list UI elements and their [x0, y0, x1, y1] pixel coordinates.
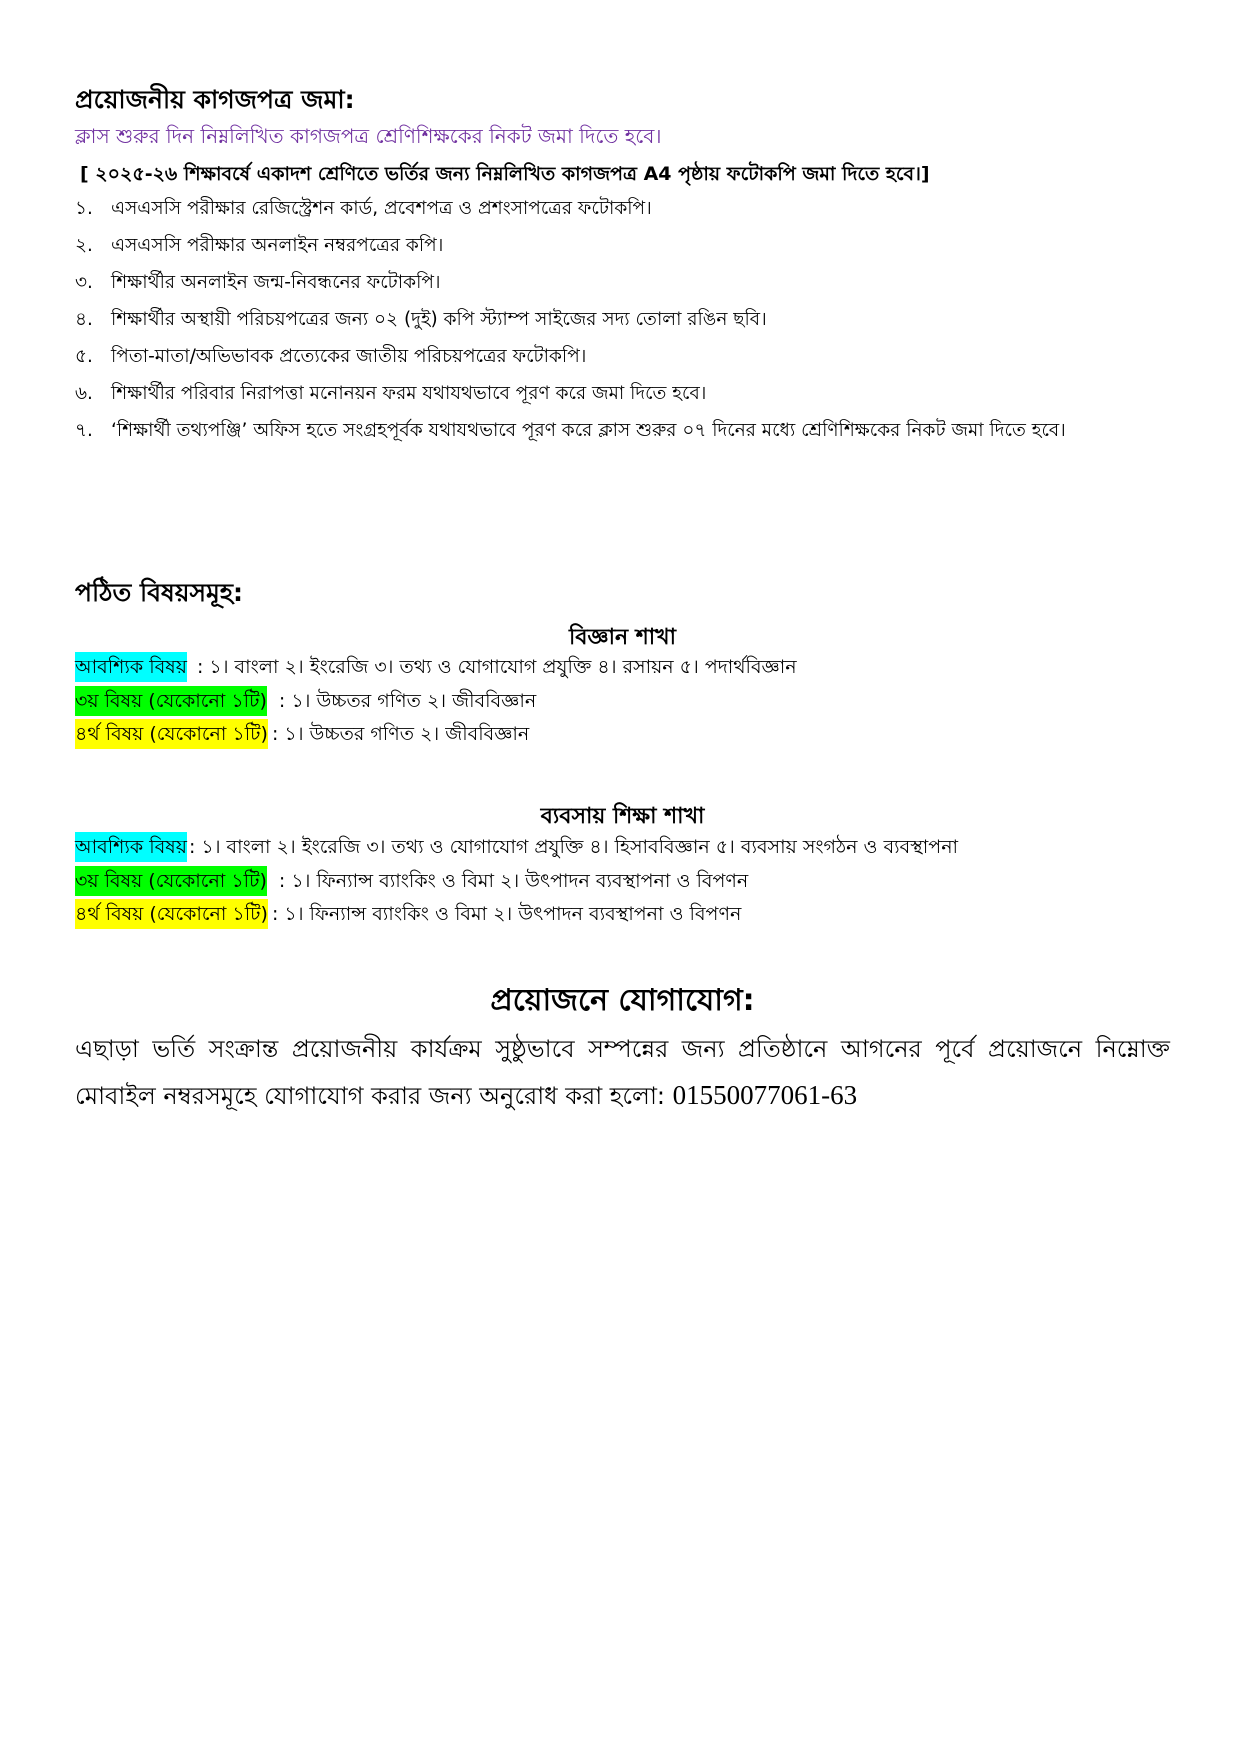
contact-phone: 01550077061-63 — [672, 1080, 858, 1110]
list-item-number: ১. — [75, 198, 93, 219]
list-item — [75, 337, 1170, 377]
third-subject-label: ৩য় বিষয় (যেকোনো ১টি) — [75, 686, 267, 716]
business-branch-title: ব্যবসায় শিক্ষা শাখা — [540, 804, 705, 829]
list-item-text: ‘শিক্ষার্থী তথ্যপঞ্জি’ অফিস হতে সংগ্রহপূর্বক যথাযথভাবে পূরণ করে ক্লাস শুরুর ০৭ দিনের মধ্যে শ্রেণিশিক্ষকের নিকট জমা দিতে হবে। — [111, 420, 1066, 441]
compulsory-subjects: : ১। বাংলা ২। ইংরেজি ৩। তথ্য ও যোগাযোগ প্রযুক্তি ৪। হিসাববিজ্ঞান ৫। ব্যবসায় সংগঠন ও ব্যবস্থাপনা — [188, 836, 959, 858]
list-item-number: ২. — [75, 235, 93, 256]
compulsory-subjects: : ১। বাংলা ২। ইংরেজি ৩। তথ্য ও যোগাযোগ প্রযুক্তি ৪। রসায়ন ৫। পদার্থবিজ্ঞান — [196, 656, 797, 678]
fourth-subject-options: : ১। উচ্চতর গণিত ২। জীববিজ্ঞান — [271, 723, 530, 745]
list-item-number: ৫. — [75, 346, 93, 367]
compulsory-label: আবশ্যিক বিষয় — [75, 652, 187, 682]
list-item-text: শিক্ষার্থীর অনলাইন জন্ম-নিবন্ধনের ফটোকপি। — [111, 272, 441, 293]
list-item-text: এসএসসি পরীক্ষার অনলাইন নম্বরপত্রের কপি। — [111, 235, 444, 256]
documents-heading: প্রয়োজনীয় কাগজপত্র জমা: — [75, 85, 355, 114]
contact-text: এছাড়া ভর্তি সংক্রান্ত প্রয়োজনীয় কার্যক্রম সুষ্ঠুভাবে সম্পন্নের জন্য প্রতিষ্ঠানে আগনের পূর্বে প্রয়োজনে নিম্নোক্ত মোবাইল নম্বরসমূহে যোগাযোগ করার জন্য অনুরোধ করা হলো: — [75, 1035, 1170, 1110]
contact-paragraph — [75, 1026, 1170, 1119]
business-fourth-row — [75, 899, 741, 929]
fourth-subject-options: : ১। ফিন্যান্স ব্যাংকিং ও বিমা ২। উৎপাদন ব্যবস্থাপনা ও বিপণন — [271, 903, 742, 925]
list-item-number: ৩. — [75, 272, 93, 293]
list-item — [75, 300, 1170, 340]
fourth-subject-label: ৪র্থ বিষয় (যেকোনো ১টি) — [75, 719, 268, 749]
science-fourth-row — [75, 719, 529, 749]
list-item — [75, 411, 1170, 451]
third-subject-options: : ১। ফিন্যান্স ব্যাংকিং ও বিমা ২। উৎপাদন ব্যবস্থাপনা ও বিপণন — [278, 870, 749, 892]
science-branch-title: বিজ্ঞান শাখা — [569, 625, 676, 650]
third-subject-options: : ১। উচ্চতর গণিত ২। জীববিজ্ঞান — [278, 690, 537, 712]
list-item-number: ৭. — [75, 420, 93, 441]
list-item-text: এসএসসি পরীক্ষার রেজিস্ট্রেশন কার্ড, প্রবেশপত্র ও প্রশংসাপত্রের ফটোকপি। — [111, 198, 652, 219]
business-compulsory-row — [75, 832, 958, 862]
business-third-row — [75, 866, 748, 896]
list-item-number: ৪. — [75, 309, 93, 330]
third-subject-label: ৩য় বিষয় (যেকোনো ১টি) — [75, 866, 267, 896]
list-item-text: শিক্ষার্থীর পরিবার নিরাপত্তা মনোনয়ন ফরম যথাযথভাবে পূরণ করে জমা দিতে হবে। — [111, 383, 707, 404]
fourth-subject-label: ৪র্থ বিষয় (যেকোনো ১টি) — [75, 899, 268, 929]
contact-heading: প্রয়োজনে যোগাযোগ: — [490, 983, 755, 1018]
science-compulsory-row — [75, 652, 797, 682]
documents-instruction: [ ২০২৫-২৬ শিক্ষাবর্ষে একাদশ শ্রেণিতে ভর্তির জন্য নিম্নলিখিত কাগজপত্র A4 পৃষ্ঠায় ফটোকপি জমা দিতে হবে।] — [80, 163, 930, 185]
list-item — [75, 263, 1170, 303]
documents-notice: ক্লাস শুরুর দিন নিম্নলিখিত কাগজপত্র শ্রেণিশিক্ষকের নিকট জমা দিতে হবে। — [75, 124, 662, 148]
list-item-text: শিক্ষার্থীর অস্থায়ী পরিচয়পত্রের জন্য ০২ (দুই) কপি স্ট্যাম্প সাইজের সদ্য তোলা রঙিন ছবি। — [111, 309, 767, 330]
subjects-heading: পঠিত বিষয়সমূহ: — [75, 578, 244, 607]
science-third-row — [75, 686, 536, 716]
list-item — [75, 189, 1170, 229]
list-item-number: ৬. — [75, 383, 93, 404]
list-item — [75, 374, 1170, 414]
list-item — [75, 226, 1170, 266]
list-item-text: পিতা-মাতা/অভিভাবক প্রত্যেকের জাতীয় পরিচয়পত্রের ফটোকপি। — [111, 346, 587, 367]
compulsory-label: আবশ্যিক বিষয় — [75, 832, 187, 862]
